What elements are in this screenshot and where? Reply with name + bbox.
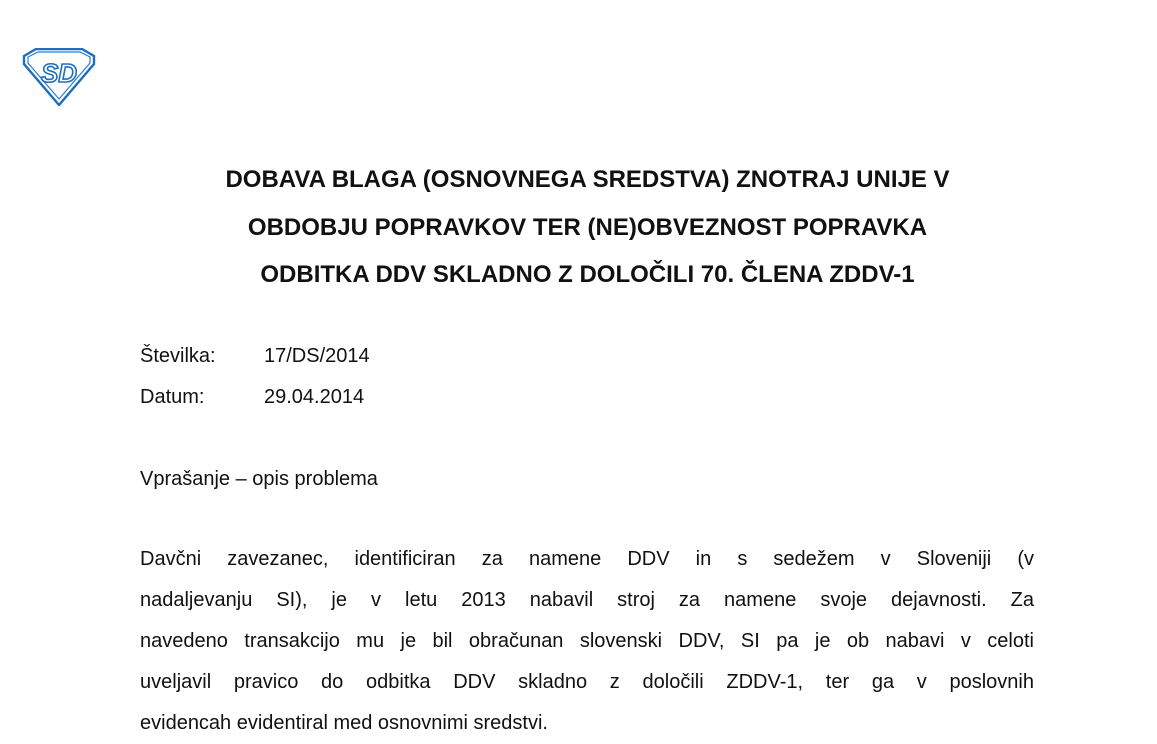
meta-number-label: Številka: [140, 345, 216, 367]
logo-lettering: SD [40, 58, 78, 88]
meta-number-value: 17/DS/2014 [264, 345, 370, 367]
section-heading: Vprašanje – opis problema [140, 468, 378, 490]
document-meta [140, 338, 370, 420]
paragraph-line-2: nadaljevanju SI), je v letu 2013 nabavil stroj za namene svoje dejavnosti. Za [140, 589, 1034, 611]
paragraph-line-5: evidencah evidentiral med osnovnimi sredstvi. [140, 712, 548, 734]
meta-date-value: 29.04.2014 [264, 386, 365, 408]
title-line-2: OBDOBJU POPRAVKOV TER (NE)OBVEZNOST POPRAVKA [247, 213, 928, 241]
meta-number-row [140, 338, 370, 379]
meta-date-label: Datum: [140, 386, 205, 408]
paragraph-line-3: navedeno transakcijo mu je bil obračunan slovenski DDV, SI pa je ob nabavi v celoti [140, 630, 1034, 652]
paragraph-line-1: Davčni zavezanec, identificiran za namene DDV in s sedežem v Sloveniji (v [140, 548, 1034, 570]
paragraph-line-4: uveljavil pravico do odbitka DDV skladno z določili ZDDV-1, ter ga v poslovnih [140, 671, 1034, 693]
company-logo [22, 48, 96, 106]
title-line-1: DOBAVA BLAGA (OSNOVNEGA SREDSTVA) ZNOTRAJ UNIJE V [225, 166, 950, 193]
document-title [140, 156, 1035, 299]
meta-date-row [140, 379, 370, 420]
body-paragraph [140, 539, 1034, 744]
title-line-3: ODBITKA DDV SKLADNO Z DOLOČILI 70. ČLENA ZDDV-1 [260, 261, 915, 288]
diamond-logo-icon [22, 48, 96, 106]
